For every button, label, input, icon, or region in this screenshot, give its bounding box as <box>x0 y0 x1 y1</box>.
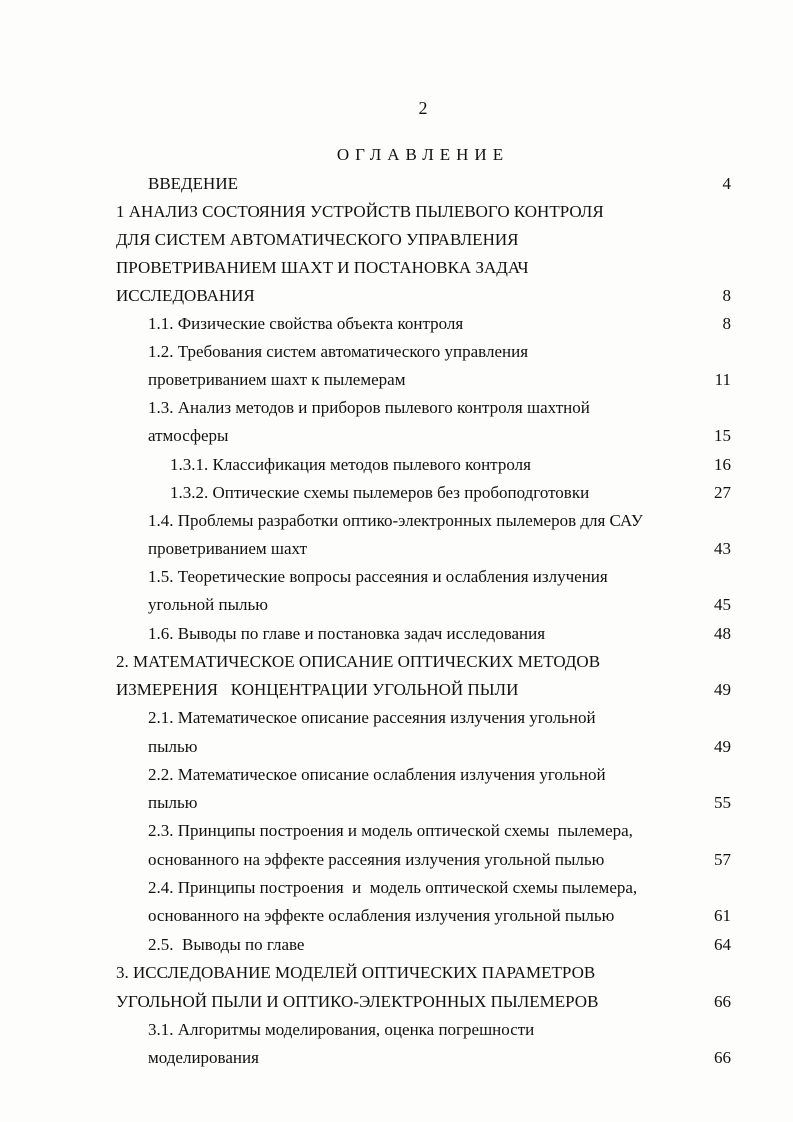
toc-page-1-3: 15 <box>714 426 731 445</box>
toc-entry-ch1-line4: ИССЛЕДОВАНИЯ <box>116 286 255 305</box>
toc-entry-2-2-line1: 2.2. Математическое описание ослабления излучения угольной <box>148 765 606 784</box>
toc-entry-ch3-line1: 3. ИССЛЕДОВАНИЕ МОДЕЛЕЙ ОПТИЧЕСКИХ ПАРАМЕТРОВ <box>116 963 596 982</box>
toc-page-1-6: 48 <box>714 624 731 643</box>
toc-page-2-5: 64 <box>714 935 731 954</box>
toc-entry-2-2-line2: пылью <box>148 793 198 812</box>
toc-entry-2-5: 2.5. Выводы по главе <box>148 935 305 954</box>
toc-entry-1-1: 1.1. Физические свойства объекта контроля <box>148 314 464 333</box>
toc-page-ch1: 8 <box>722 286 731 305</box>
toc-page-1-3-1: 16 <box>714 455 731 474</box>
toc-entry-3-1-line2: моделирования <box>148 1048 259 1067</box>
toc-page-3-1: 66 <box>714 1048 731 1067</box>
toc-entry-2-1-line2: пылью <box>148 737 198 756</box>
toc-entry-2-3-line1: 2.3. Принципы построения и модель оптической схемы пылемера, <box>148 821 633 840</box>
toc-entry-ch2-line2: ИЗМЕРЕНИЯ КОНЦЕНТРАЦИИ УГОЛЬНОЙ ПЫЛИ <box>116 680 519 699</box>
toc-page-2-1: 49 <box>714 737 731 756</box>
toc-entry-1-2-line1: 1.2. Требования систем автоматического управления <box>148 342 529 361</box>
toc-entry-2-3-line2: основанного на эффекте рассеяния излучения угольной пылью <box>148 850 605 869</box>
toc-page-1-2: 11 <box>714 370 731 389</box>
page-number: 2 <box>418 98 428 118</box>
toc-entry-ch1-line1: 1 АНАЛИЗ СОСТОЯНИЯ УСТРОЙСТВ ПЫЛЕВОГО КОНТРОЛЯ <box>116 202 604 221</box>
toc-entry-2-1-line1: 2.1. Математическое описание рассеяния излучения угольной <box>148 708 596 727</box>
toc-page-1-4: 43 <box>714 539 731 558</box>
toc-entry-2-4-line2: основанного на эффекте ослабления излучения угольной пылью <box>148 906 615 925</box>
toc-page-intro: 4 <box>722 174 731 193</box>
toc-entry-1-6: 1.6. Выводы по главе и постановка задач исследования <box>148 624 546 643</box>
toc-entry-1-5-line2: угольной пылью <box>148 595 268 614</box>
toc-page-ch2: 49 <box>714 680 731 699</box>
toc-page-ch3: 66 <box>714 992 731 1011</box>
toc-page-1-3-2: 27 <box>714 483 731 502</box>
toc-entry-1-3-line1: 1.3. Анализ методов и приборов пылевого контроля шахтной <box>148 398 590 417</box>
toc-title: ОГЛАВЛЕНИЕ <box>336 145 510 164</box>
toc-entry-3-1-line1: 3.1. Алгоритмы моделирования, оценка погрешности <box>148 1020 535 1039</box>
toc-page-1-5: 45 <box>714 595 731 614</box>
toc-entry-ch1-line2: ДЛЯ СИСТЕМ АВТОМАТИЧЕСКОГО УПРАВЛЕНИЯ <box>116 230 519 249</box>
toc-page-2-3: 57 <box>714 850 731 869</box>
toc-entry-2-4-line1: 2.4. Принципы построения и модель оптической схемы пылемера, <box>148 878 638 897</box>
toc-entry-ch3-line2: УГОЛЬНОЙ ПЫЛИ И ОПТИКО-ЭЛЕКТРОННЫХ ПЫЛЕМЕРОВ <box>116 992 599 1011</box>
toc-entry-1-3-2: 1.3.2. Оптические схемы пылемеров без пробоподготовки <box>170 483 590 502</box>
toc-entry-1-3-line2: атмосферы <box>148 426 229 445</box>
toc-page-1-1: 8 <box>722 314 731 333</box>
toc-entry-1-5-line1: 1.5. Теоретические вопросы рассеяния и ослабления излучения <box>148 567 608 586</box>
toc-entry-1-2-line2: проветриванием шахт к пылемерам <box>148 370 406 389</box>
toc-entry-1-4-line1: 1.4. Проблемы разработки оптико-электронных пылемеров для САУ <box>148 511 643 530</box>
toc-entry-intro: ВВЕДЕНИЕ <box>148 174 238 193</box>
toc-entry-1-3-1: 1.3.1. Классификация методов пылевого контроля <box>170 455 531 474</box>
toc-page-2-2: 55 <box>714 793 731 812</box>
toc-entry-ch2-line1: 2. МАТЕМАТИЧЕСКОЕ ОПИСАНИЕ ОПТИЧЕСКИХ МЕТОДОВ <box>116 652 601 671</box>
toc-entry-1-4-line2: проветриванием шахт <box>148 539 308 558</box>
toc-entry-ch1-line3: ПРОВЕТРИВАНИЕМ ШАХТ И ПОСТАНОВКА ЗАДАЧ <box>116 258 529 277</box>
toc-page-2-4: 61 <box>714 906 731 925</box>
